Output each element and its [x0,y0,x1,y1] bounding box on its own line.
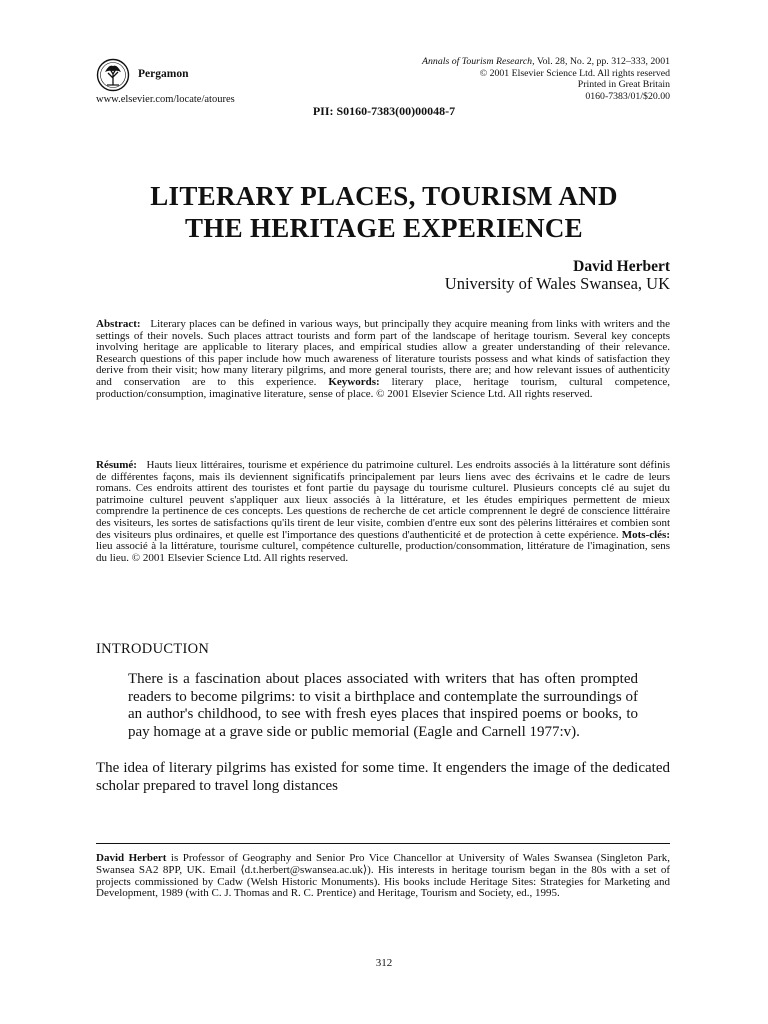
author-footnote [96,853,670,900]
resume-text: Hauts lieux littéraires, tourisme et expérience du patrimoine culturel. Les endroits associés à la littérature sont définis de différentes façons, mais ils deviennent significatifs principalement par leurs liens avec des écrivains et le cadre de leurs romans. Ces endroits attirent des touristes et font partie du paysage du tourisme culturel. Plusieurs concepts clé au sujet du patrimoine culturel peuvent s'appliquer aux lieux associés à la littérature, et les études empiriques permettent de mieux comprendre la pertinence de ces concepts. Les questions de recherche de cet article comprennent le degré de conscience littéraire des visiteurs, les sortes de satisfactions qu'ils tirent de leur visite, combien d'entre eux sont des pèlerins littéraires et combien sont des visiteurs plus ordinaires, et quelle est l'importance des questions d'authenticité et de protection à cette expérience. [96,459,670,541]
keywords-label: Keywords: [328,375,380,388]
author-affiliation: University of Wales Swansea, UK [444,274,670,293]
keywords-text: literary place, heritage tourism, cultural competence, production/consumption, imaginative literature, sense of place. © 2001 Elsevier Science Ltd. All rights reserved. [96,375,671,400]
footnote-divider [96,843,670,844]
body-paragraph: The idea of literary pilgrims has existed for some time. It engenders the image of the dedicated scholar prepared to travel long distances [96,760,670,794]
elsevier-logo-icon [96,58,130,92]
journal-info [340,56,670,102]
article-title-line-2: THE HERITAGE EXPERIENCE [185,213,583,243]
author-name: David Herbert [573,258,670,275]
footnote-author-name: David Herbert [96,852,167,864]
publisher-name: Pergamon [138,68,189,80]
article-title [60,180,708,244]
journal-title: Annals of Tourism Research [422,56,533,67]
abstract [96,319,670,400]
abstract-text: Literary places can be defined in various ways, but principally they acquire meaning from links with writers and the settings of their novels. Such places attract tourists and form part of the landscape of heritage tourism. Several key concepts involving heritage are applicable to literary places, and empirical studies allow a greater understanding of their relevance. Research questions of this paper include how much awareness of literature tourists possess and what kinds of satisfaction they derive from their visit; how many literary pilgrims, and more general tourists, there are; and how relevant issues of authenticity and conservation are to this experience. [96,318,670,388]
page-number: 312 [375,957,393,969]
block-quote: There is a fascination about places associated with writers that has often prompted readers to become pilgrims: to visit a birthplace and contemplate the surroundings of an author's childhood, to see with fresh eyes places that inspired poems or books, to pay homage at a grave side or public memorial (Eagle and Carnell 1977:v). [128,671,638,740]
mots-cles-label: Mots-clés: [621,528,671,541]
copyright-line: © 2001 Elsevier Science Ltd. All rights reserved [479,67,670,79]
issn-line: 0160-7383/01/$20.00 [585,90,670,102]
journal-volume: , Vol. 28, No. 2, pp. 312–333, 2001 [532,56,670,67]
resume [96,460,670,564]
footnote-text: is Professor of Geography and Senior Pro Vice Chancellor at University of Wales Swansea (Singleton Park, Swansea SA2 8PP, UK. Email ⟨d.t.herbert@swansea.ac.uk⟩). His interests in heritage tourism began in the 80s with a set of projects commissioned by Cadw (Welsh Historic Monuments). His books include Heritage Sites: Strategies for Marketing and Development, 1989 (with C. J. Thomas and R. C. Prentice) and Heritage, Tourism and Society, ed., 1995. [96,852,671,900]
section-heading: INTRODUCTION [96,641,210,657]
pii-identifier: PII: S0160-7383(00)00048-7 [312,104,456,118]
abstract-label: Abstract: [96,318,141,330]
article-title-line-1: LITERARY PLACES, TOURISM AND [150,181,618,211]
resume-label: Résumé: [96,459,137,471]
mots-cles-text: lieu associé à la littérature, tourisme culturel, compétence culturelle, production/consommation, littérature de l'imagination, sens du lieu. © 2001 Elsevier Science Ltd. All rights reserved. [96,540,670,564]
journal-url[interactable]: www.elsevier.com/locate/atoures [96,94,235,105]
printed-line: Printed in Great Britain [577,79,670,90]
